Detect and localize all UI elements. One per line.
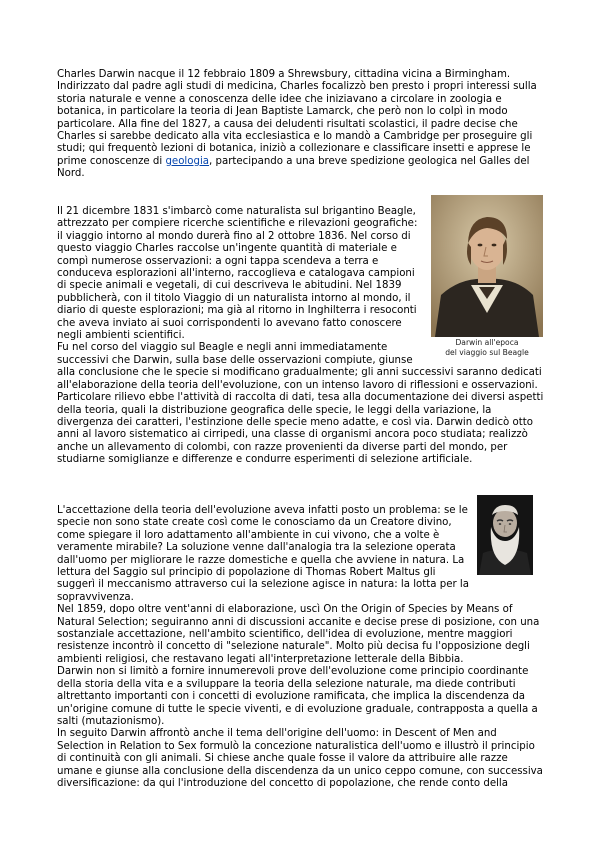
old-darwin-portrait <box>477 495 533 575</box>
young-darwin-portrait <box>431 195 543 337</box>
evolution-paragraph-4: In seguito Darwin affrontò anche il tema dell'origine dell'uomo: in Descent of Men and Selection in Relation to Sex formulò la concezione naturalistica dell'uomo e illustrò il principio di continuità con gli animali. Si chiese anche quale fosse il valore da attribuire alle razze umane e giunse alla conclusione della discendenza da un unico ceppo comune, con successiva diversificazione: da qui l'introduzione del concetto di popolazione, che rende conto della <box>57 728 543 789</box>
evolution-paragraph-3: Darwin non si limitò a fornire innumerevoli prove dell'evoluzione come principio coordinante della storia della vita e a sviluppare la teoria della selezione naturale, ma diede contributi altrettanto importanti con i concetti di evoluzione ramificata, che implica la discendenza da un'origine comune di tutte le specie viventi, e di evoluzione graduale, contrapposta a quella a salti (mutazionismo). <box>57 666 538 727</box>
intro-section <box>57 69 545 181</box>
portrait-caption <box>431 338 543 358</box>
old-darwin-figure <box>477 495 533 575</box>
caption-line-1: Darwin all'epoca <box>455 338 519 347</box>
caption-line-2: del viaggio sul Beagle <box>445 348 529 357</box>
beagle-paragraph-1: Il 21 dicembre 1831 s'imbarcò come naturalista sul brigantino Beagle, attrezzato per compiere ricerche scientifiche e rilevazioni geografiche: il viaggio intorno al mondo durerà fino al 2 ottobre 1836. Nel corso di questo viaggio Charles raccolse un'ingente quantità di materiale e compì numerose osservazioni: a ogni tappa scendeva a terra e conduceva esplorazioni all'interno, raccoglieva e catalogava campioni di specie animali e vegetali, di cui descriveva le abitudini. Nel 1839 pubblicherà, con il titolo Viaggio di un naturalista intorno al mondo, il diario di queste esplorazioni; ma già al ritorno in Inghilterra i resoconti che aveva inviato ai suoi corrispondenti lo avevano fatto conoscere negli ambienti scientifici. <box>57 206 418 342</box>
evolution-paragraph-1: L'accettazione della teoria dell'evoluzione aveva infatti posto un problema: se le specie non sono state create così come le conosciamo da un Creatore divino, come spiegare il loro adattamento all'ambiente in cui vivono, che a volte è veramente mirabile? La soluzione venne dall'analogia tra la selezione operata dall'uomo per migliorare le razze domestiche e quella che avviene in natura. La lettura del Saggio sul principio di popolazione di Thomas Robert Maltus gli suggerì il meccanismo attraverso cui la selezione agisce in natura: la lotta per la sopravvivenza. <box>57 505 469 603</box>
beagle-paragraph-2: Fu nel corso del viaggio sul Beagle e negli anni immediatamente successivi che Darwin, sulla base delle osservazioni compiute, giunse alla conclusione che le specie si modificano gradualmente; gli anni successivi saranno dedicati all'elaborazione della teoria dell'evoluzione, con un intenso lavoro di riflessioni e osservazioni. Particolare rilievo ebbe l'attività di raccolta di dati, tesa alla documentazione dei diversi aspetti della teoria, quali la distribuzione geografica delle specie, le leggi della variazione, la divergenza dei caratteri, l'estinzione delle specie meno adatte, e così via. Darwin dedicò otto anni al lavoro sistematico ai cirripedi, una classe di organismi ancora poco studiata; realizzò anche un allevamento di colombi, con razze provenienti da diverse parti del mondo, per studiarne somiglianze e differenze e condurre esperimenti di selezione artificiale. <box>57 342 544 466</box>
geologia-link[interactable]: geologia <box>165 155 210 167</box>
beagle-section <box>57 206 545 467</box>
intro-paragraph <box>57 69 545 181</box>
young-darwin-figure <box>431 195 543 358</box>
intro-text-end: , partecipando a una breve spedizione geologica nel Galles del Nord. <box>57 155 530 180</box>
intro-text-start: Charles Darwin nacque il 12 febbraio 1809 a Shrewsbury, cittadina vicina a Birmingham. Indirizzato dal padre agli studi di medicina, Charles focalizzò ben presto i propri interessi sulla storia naturale e venne a conoscenza delle idee che iniziavano a circolare in zoologia e botanica, in particolare la teoria di Jean Baptiste Lamarck, che però non lo colpì in modo particolare. Alla fine del 1827, a causa dei deludenti risultati scolastici, il padre decise che Charles si sarebbe dedicato alla vita ecclesiastica e lo mandò a Cambridge per proseguire gli studi; qui frequentò lezioni di botanica, iniziò a collezionare e classificare insetti e apprese le prime conoscenze di <box>57 69 537 167</box>
evolution-section <box>57 505 545 790</box>
evolution-paragraph-2: Nel 1859, dopo oltre vent'anni di elaborazione, uscì On the Origin of Species by Means of Natural Selection; seguiranno anni di discussioni accanite e decise prese di posizione, con una sostanziale accettazione, nell'ambito scientifico, dell'idea di evoluzione, mentre maggiori resistenze incontrò il concetto di "selezione naturale". Molto più decisa fu l'opposizione degli ambienti religiosi, che restavano legati all'interpretazione letterale della Bibbia. <box>57 604 540 665</box>
